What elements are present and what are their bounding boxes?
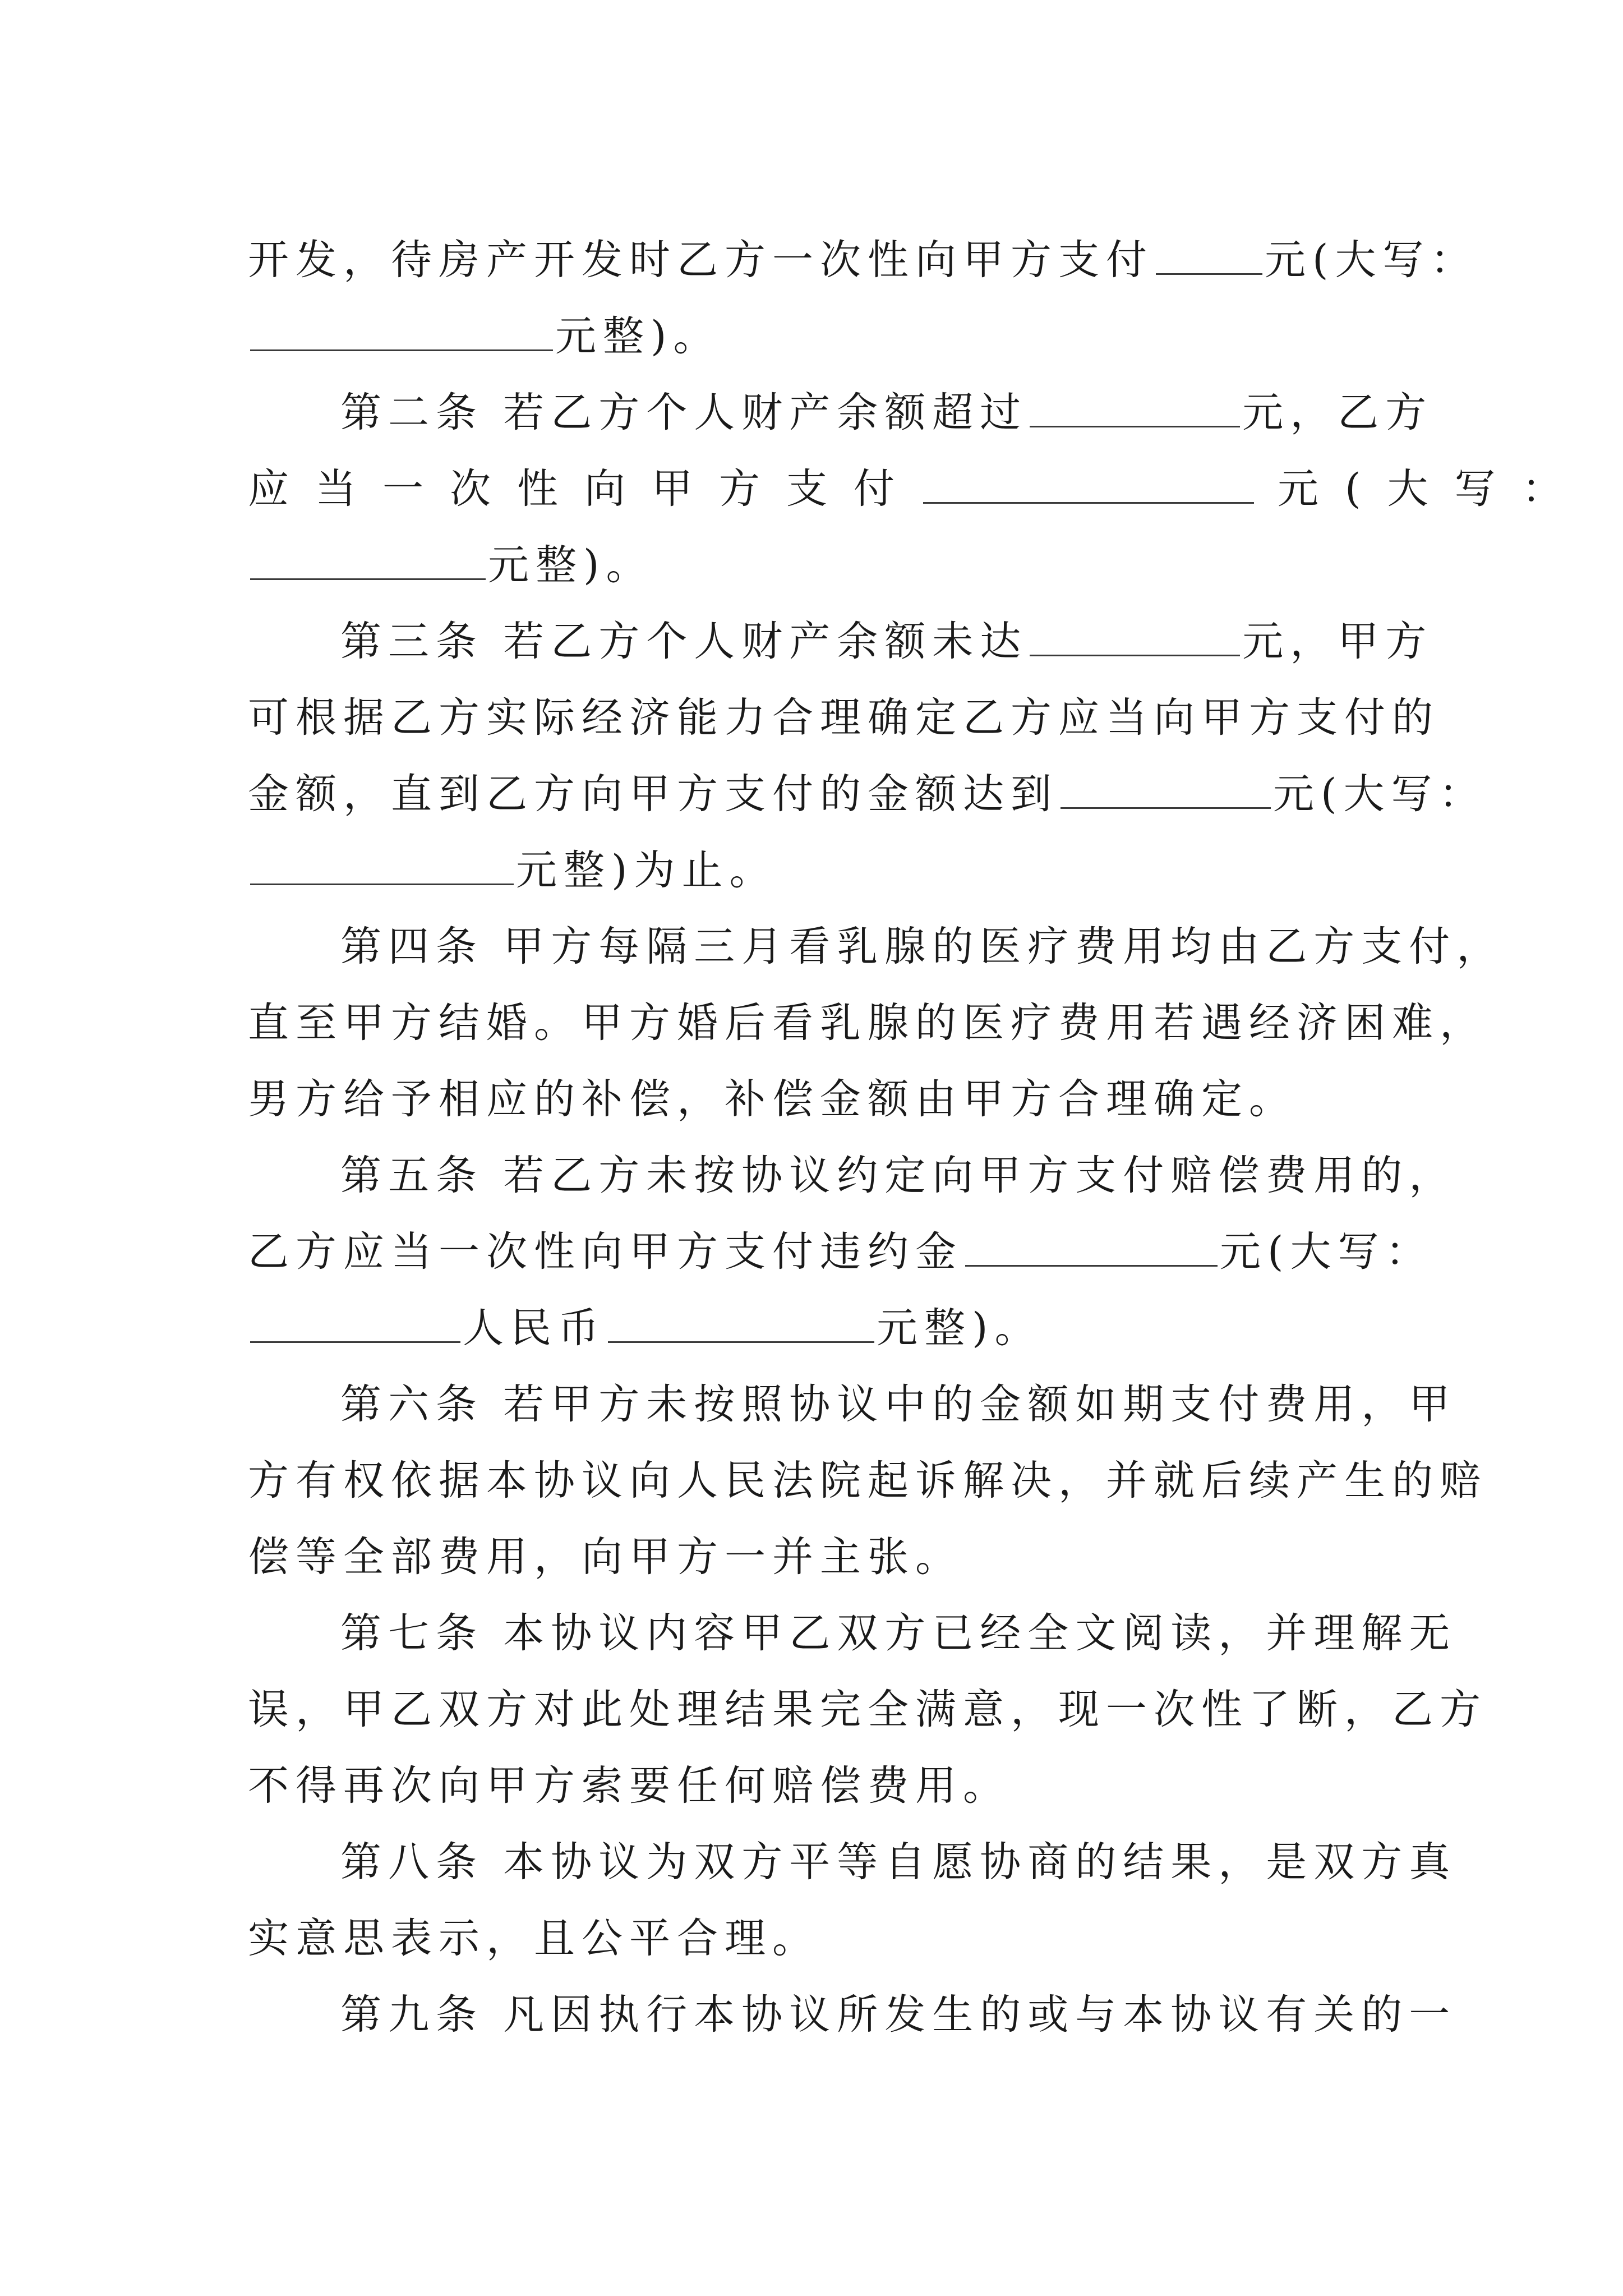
- fill-blank: [608, 1341, 874, 1343]
- text-run: 元，甲方: [1242, 618, 1433, 665]
- text-run: 第五条 若乙方未按协议约定向甲方支付赔偿费用的，: [340, 1152, 1457, 1199]
- fill-blank: [1030, 425, 1240, 427]
- text-run: 第六条 若甲方未按照协议中的金额如期支付费用，甲: [340, 1381, 1457, 1428]
- text-line: [248, 747, 1487, 818]
- text-run: 元(大写：: [1265, 236, 1478, 284]
- text-line: [340, 595, 1433, 665]
- text-run: 不得再次向甲方索要任何赔偿费用。: [248, 1762, 1011, 1810]
- text-run: 方有权依据本协议向人民法院起诉解决，并就后续产生的赔: [248, 1457, 1487, 1504]
- text-line: [340, 1129, 1457, 1199]
- text-run: 直至甲方结婚。甲方婚后看乳腺的医疗费用若遇经济困难，: [248, 999, 1487, 1047]
- fill-blank: [250, 883, 514, 885]
- text-line: [340, 1968, 1457, 2039]
- text-line: [248, 1510, 963, 1581]
- text-line: [340, 1358, 1457, 1428]
- text-line: [340, 1586, 1457, 1657]
- text-line: [248, 1205, 1433, 1276]
- fill-blank: [250, 1341, 460, 1343]
- text-run: 偿等全部费用，向甲方一并主张。: [248, 1533, 963, 1581]
- text-run: 元(大写：: [1220, 1228, 1433, 1276]
- text-line: [248, 1663, 1487, 1733]
- fill-blank: [923, 501, 1254, 504]
- fill-blank: [1061, 807, 1271, 809]
- fill-blank: [1030, 654, 1240, 656]
- text-run: 开发，待房产开发时乙方一次性向甲方支付: [248, 236, 1154, 284]
- text-run: 元整)。: [555, 312, 721, 360]
- text-line: [248, 976, 1487, 1047]
- text-line: [248, 442, 1589, 513]
- text-run: 男方给予相应的补偿，补偿金额由甲方合理确定。: [248, 1075, 1297, 1123]
- text-run: 第三条 若乙方个人财产余额未达: [340, 618, 1028, 665]
- text-run: 元整)。: [488, 541, 654, 589]
- text-run: 乙方应当一次性向甲方支付违约金: [248, 1228, 963, 1276]
- text-line: [248, 289, 721, 360]
- fill-blank: [965, 1264, 1218, 1267]
- text-run: 人民币: [463, 1304, 606, 1352]
- text-line: [248, 1434, 1487, 1504]
- text-run: 元整)。: [877, 1304, 1043, 1352]
- text-run: 第二条 若乙方个人财产余额超过: [340, 389, 1028, 436]
- text-line: [248, 213, 1478, 284]
- text-run: 误，甲乙双方对此处理结果完全满意，现一次性了断，乙方: [248, 1686, 1487, 1733]
- text-line: [248, 823, 777, 894]
- text-run: 实意思表示，且公平合理。: [248, 1915, 820, 1962]
- text-line: [340, 1815, 1457, 1886]
- text-run: 第九条 凡因执行本协议所发生的或与本协议有关的一: [340, 1991, 1457, 2039]
- text-run: 第七条 本协议内容甲乙双方已经全文阅读，并理解无: [340, 1609, 1457, 1657]
- text-run: 可根据乙方实际经济能力合理确定乙方应当向甲方支付的: [248, 694, 1440, 742]
- text-run: 元(大写：: [1278, 465, 1589, 513]
- text-run: 元整)为止。: [516, 846, 777, 894]
- text-line: [248, 671, 1440, 742]
- text-run: 元，乙方: [1242, 389, 1433, 436]
- text-run: 应当一次性向甲方支付: [248, 465, 921, 513]
- text-run: 金额，直到乙方向甲方支付的金额达到: [248, 770, 1058, 818]
- text-line: [248, 518, 654, 589]
- fill-blank: [250, 578, 486, 580]
- fill-blank: [1156, 273, 1262, 275]
- text-line: [248, 1892, 820, 1962]
- fill-blank: [250, 349, 553, 351]
- text-run: 第八条 本协议为双方平等自愿协商的结果，是双方真: [340, 1838, 1457, 1886]
- text-line: [340, 366, 1433, 436]
- text-run: 元(大写：: [1273, 770, 1487, 818]
- text-run: 第四条 甲方每隔三月看乳腺的医疗费用均由乙方支付，: [340, 923, 1505, 970]
- text-line: [340, 900, 1505, 970]
- text-line: [248, 1739, 1011, 1810]
- text-line: [248, 1052, 1297, 1123]
- text-line: [248, 1281, 1043, 1352]
